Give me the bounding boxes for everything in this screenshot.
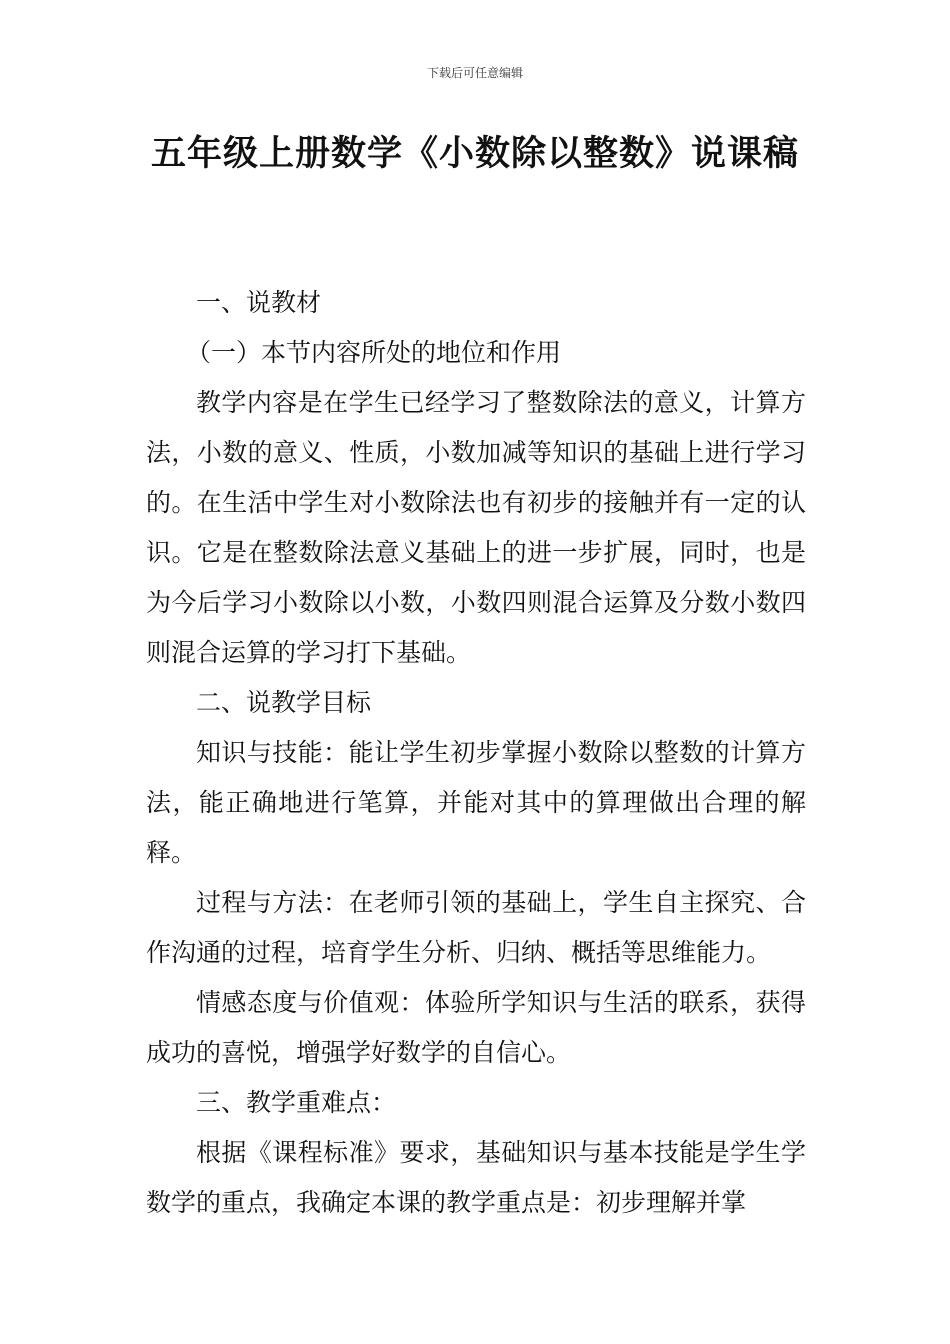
document-title: 五年级上册数学《小数除以整数》说课稿 [150,134,799,174]
paragraph: 教学内容是在学生已经学习了整数除法的意义，计算方法，小数的意义、性质，小数加减等知识的基础上进行学习的。在生活中学生对小数除法也有初步的接触并有一定的认识。它是在整数除法意义基础上的进一步扩展，同时，也是为今后学习小数除以小数，小数四则混合运算及分数小数四则混合运算的学习打下基础。 [146,388,806,667]
section-heading: 一、说教材 [196,288,322,317]
subsection-heading: （一）本节内容所处的地位和作用 [186,338,562,367]
document-body [146,278,806,1228]
header-note: 下载后可任意编辑 [426,66,523,80]
section-heading: 二、说教学目标 [196,688,372,717]
paragraph: 情感态度与价值观：体验所学知识与生活的联系，获得成功的喜悦，增强学好数学的自信心。 [146,988,806,1067]
section-heading: 三、教学重难点： [196,1088,397,1117]
paragraph: 过程与方法：在老师引领的基础上，学生自主探究、合作沟通的过程，培育学生分析、归纳、概括等思维能力。 [146,888,806,967]
paragraph: 知识与技能：能让学生初步掌握小数除以整数的计算方法，能正确地进行笔算，并能对其中的算理做出合理的解释。 [146,738,806,867]
paragraph: 根据《课程标准》要求，基础知识与基本技能是学生学数学的重点，我确定本课的教学重点是：初步理解并掌 [146,1138,806,1217]
